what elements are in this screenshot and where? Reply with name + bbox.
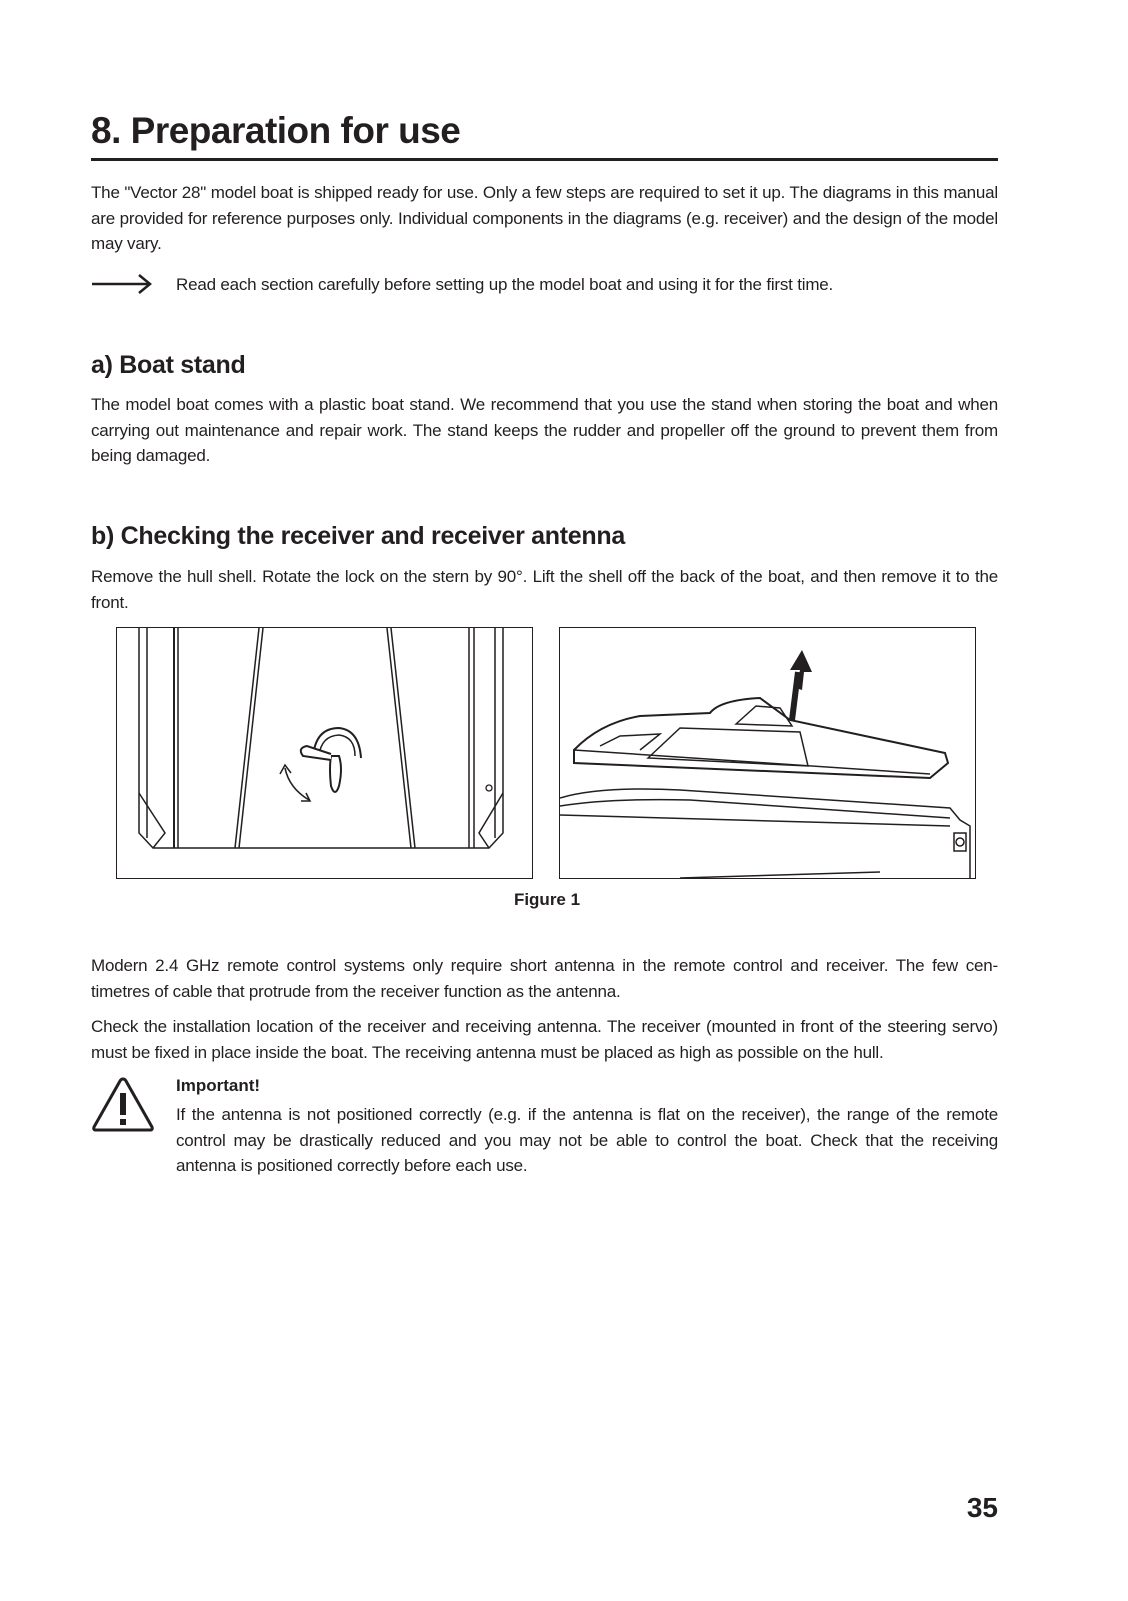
intro-paragraph: The "Vector 28" model boat is shipped ready for use. Only a few steps are required to set it up. The diagrams in this manual are provided for reference purposes only. Individual components in the diagrams (e.g. receiver) and the design of the model may vary. xyxy=(91,183,998,253)
note-text: Read each section carefully before setting up the model boat and using it for the first time. xyxy=(176,275,834,294)
title-rule xyxy=(91,158,998,161)
figure-caption: Figure 1 xyxy=(513,890,581,909)
figure-stern-lock xyxy=(116,627,533,879)
warning-triangle-icon xyxy=(91,1075,155,1133)
section-b-title: b) Checking the receiver and receiver antenna xyxy=(91,522,625,550)
shell-removal-drawing xyxy=(560,628,975,878)
section-b-body-1: Remove the hull shell. Rotate the lock on the stern by 90°. Lift the shell off the back of the boat, and then remove it to the front. xyxy=(91,567,998,612)
stern-lock-drawing xyxy=(117,628,532,878)
section-b-body-2: Modern 2.4 GHz remote control systems only require short antenna in the remote control and receiver. The few cen-timetres of cable that protrude from the receiver function as the antenna. xyxy=(91,956,998,1001)
page-title: 8. Preparation for use xyxy=(91,110,461,151)
figure-shell-removal xyxy=(559,627,976,879)
warning-title: Important! xyxy=(176,1076,261,1095)
section-a-body: The model boat comes with a plastic boat stand. We recommend that you use the stand when storing the boat and when carrying out maintenance and repair work. The stand keeps the rudder and propeller off the ground to prevent them from being damaged. xyxy=(91,395,998,465)
arrow-right-icon xyxy=(91,272,155,296)
section-b-body-3: Check the installation location of the receiver and receiving antenna. The receiver (mounted in front of the steering servo) must be fixed in place inside the boat. The receiving antenna must be placed as high as possible on the hull. xyxy=(91,1017,998,1062)
warning-text: If the antenna is not positioned correctly (e.g. if the antenna is flat on the receiver), the range of the remote control may be drastically reduced and you may not be able to control the boat. Check that the receiving antenna is positioned correctly before each use. xyxy=(176,1105,998,1175)
page-number: 35 xyxy=(966,1492,998,1523)
section-a-title: a) Boat stand xyxy=(91,351,246,379)
